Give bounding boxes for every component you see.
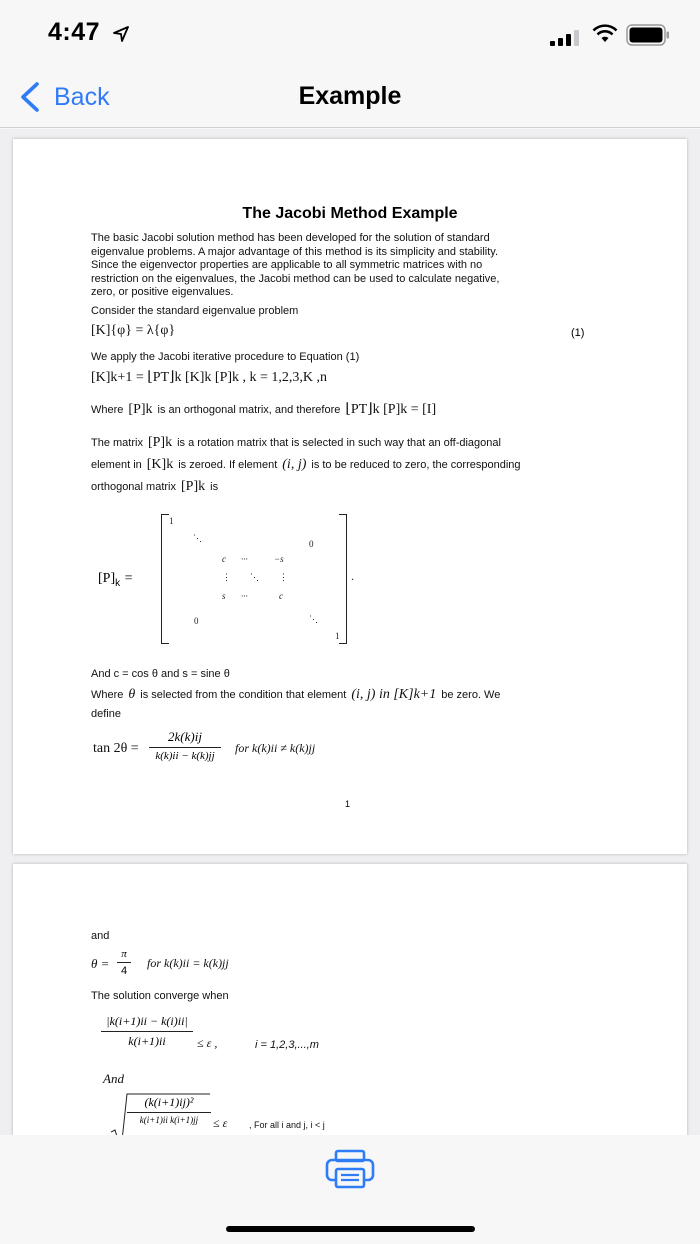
matrix-entry: 1 bbox=[335, 631, 340, 641]
matrix-entry: s bbox=[222, 591, 226, 601]
consider-text: Consider the standard eigenvalue problem bbox=[91, 305, 299, 317]
where-eq: ⌊PT⌋k [P]k = [I] bbox=[345, 402, 437, 417]
status-time: 4:47 bbox=[48, 18, 101, 46]
matrix-bracket-left bbox=[161, 514, 169, 644]
apply-text: We apply the Jacobi iterative procedure to Equation (1) bbox=[91, 351, 360, 363]
intro-paragraph bbox=[91, 232, 611, 300]
matrix-entry: ··· bbox=[241, 554, 248, 564]
tan-fraction bbox=[149, 729, 221, 762]
text-span: is selected from the condition that element bbox=[140, 689, 347, 701]
math-span: [P]k bbox=[181, 479, 206, 494]
intro-line: eigenvalue problems. A major advantage of this method is its simplicity and stability. bbox=[91, 245, 498, 258]
navigation-bar bbox=[0, 70, 700, 128]
conv-le: ≤ ε , bbox=[197, 1036, 218, 1050]
rotation-paragraph bbox=[91, 432, 611, 498]
sqrt-le: ≤ ε bbox=[213, 1116, 228, 1130]
rotation-line-1 bbox=[91, 432, 611, 454]
sqrt-condition: , For all i and j, i < j bbox=[249, 1120, 325, 1130]
pi-numerator: π bbox=[121, 948, 127, 960]
matrix-entry: ⋮ bbox=[279, 572, 288, 582]
and-text: and bbox=[91, 930, 110, 942]
intro-line: Since the eigenvector properties are applicable to all symmetric matrices with no bbox=[91, 259, 483, 272]
four-denominator: 4 bbox=[120, 965, 128, 977]
math-span: [P]k bbox=[147, 435, 173, 450]
rotation-line-3 bbox=[91, 476, 611, 498]
matrix-entry: 0 bbox=[194, 616, 199, 626]
equation-1-number: (1) bbox=[571, 327, 585, 339]
equation-2: [K]k+1 = ⌊PT⌋k [K]k [P]k , k = 1,2,3,K ,n bbox=[91, 370, 328, 385]
cs-line: And c = cos θ and s = sine θ bbox=[91, 668, 230, 680]
math-span: [K]k bbox=[146, 457, 174, 472]
matrix-entry: ⋱ bbox=[250, 572, 259, 582]
matrix-entry: ⋱ bbox=[309, 614, 318, 624]
text-span: element in bbox=[91, 459, 142, 471]
tan-lhs: tan 2θ = bbox=[93, 741, 139, 756]
equation-1: [K]{φ} = λ{φ} bbox=[91, 323, 176, 338]
conv-numerator: |k(i+1)ii − k(i)ii| bbox=[106, 1014, 188, 1028]
matrix-entry: ··· bbox=[241, 591, 248, 601]
where-mid: is an orthogonal matrix, and therefore bbox=[157, 404, 341, 416]
document-title: The Jacobi Method Example bbox=[242, 205, 458, 222]
fraction-bar bbox=[101, 1031, 193, 1032]
theta-symbol: θ bbox=[91, 956, 98, 971]
intro-line: restriction on the eigenvalues, the Jacobi method can be used to calculate negative, bbox=[91, 272, 500, 285]
text-span: is to be reduced to zero, the corresponding bbox=[311, 459, 521, 471]
rotation-line-2 bbox=[91, 454, 611, 476]
fraction-bar bbox=[117, 962, 131, 963]
wifi-icon bbox=[592, 24, 618, 44]
text-span: be zero. We bbox=[441, 689, 501, 701]
converge-text: The solution converge when bbox=[91, 990, 229, 1002]
and-italic: And bbox=[103, 1071, 124, 1086]
back-label: Back bbox=[54, 82, 110, 111]
location-arrow-icon bbox=[112, 25, 130, 43]
matrix-entry: −s bbox=[274, 554, 284, 564]
matrix-entry: c bbox=[222, 554, 226, 564]
text-span: is a rotation matrix that is selected in such way that an off-diagonal bbox=[177, 437, 501, 449]
matrix-bracket-right bbox=[339, 514, 347, 644]
print-icon[interactable] bbox=[324, 1149, 376, 1189]
page-title: Example bbox=[298, 82, 402, 110]
matrix-entry: c bbox=[279, 591, 283, 601]
cellular-signal-icon bbox=[550, 28, 584, 46]
theta-lhs: θ = bbox=[91, 956, 110, 971]
where-p: [P]k bbox=[128, 402, 153, 417]
sqrt-denominator: k(i+1)ii k(i+1)jj bbox=[139, 1115, 199, 1125]
text-span: orthogonal matrix bbox=[91, 481, 176, 493]
tan-numerator: 2k(k)ij bbox=[168, 729, 202, 744]
text-span: is bbox=[210, 481, 219, 493]
matrix-name: [P] bbox=[98, 571, 116, 586]
bottom-toolbar bbox=[0, 1135, 700, 1244]
tan-condition: for k(k)ii ≠ k(k)jj bbox=[235, 741, 316, 755]
math-span: (i, j) in [K]k+1 bbox=[351, 687, 437, 702]
pi-over-4 bbox=[117, 948, 131, 977]
tan-denominator: k(k)ii − k(k)jj bbox=[155, 750, 215, 762]
battery-icon bbox=[626, 24, 670, 46]
matrix-entry: 1 bbox=[169, 516, 174, 526]
home-indicator[interactable] bbox=[226, 1226, 475, 1232]
math-span: θ bbox=[128, 687, 136, 702]
theta-condition: for k(k)ii = k(k)jj bbox=[147, 956, 229, 970]
where-label: Where bbox=[91, 404, 124, 416]
status-bar bbox=[0, 0, 700, 70]
matrix-entry: ⋱ bbox=[193, 533, 202, 543]
math-span: (i, j) bbox=[282, 457, 307, 472]
matrix-entry: ⋮ bbox=[222, 572, 231, 582]
convergence-fraction bbox=[101, 1014, 193, 1049]
document-viewer[interactable] bbox=[0, 129, 700, 1135]
sqrt-fraction bbox=[127, 1095, 211, 1125]
intro-line: zero, or positive eigenvalues. bbox=[91, 286, 234, 299]
page-number: 1 bbox=[345, 799, 351, 809]
conv-range: i = 1,2,3,...,m bbox=[255, 1039, 319, 1051]
matrix-period: . bbox=[351, 569, 354, 583]
pdf-page-1 bbox=[13, 139, 687, 854]
sqrt-numerator: (k(i+1)ij)² bbox=[144, 1095, 194, 1109]
intro-line: The basic Jacobi solution method has been developed for the solution of standard bbox=[91, 232, 490, 244]
text-span: is zeroed. If element bbox=[178, 459, 278, 471]
where-line bbox=[91, 403, 611, 418]
fraction-bar bbox=[127, 1112, 211, 1113]
matrix-entry: 0 bbox=[309, 539, 314, 549]
conv-denominator: k(i+1)ii bbox=[128, 1034, 166, 1048]
text-span: Where bbox=[91, 689, 124, 701]
theta-line bbox=[91, 688, 611, 703]
matrix-label bbox=[98, 569, 132, 589]
define-text: define bbox=[91, 708, 121, 720]
matrix-equals: = bbox=[124, 571, 133, 586]
pdf-page-2 bbox=[13, 864, 687, 1135]
fraction-bar bbox=[149, 747, 221, 748]
text-span: The matrix bbox=[91, 437, 143, 449]
matrix-sub: k bbox=[115, 578, 121, 590]
